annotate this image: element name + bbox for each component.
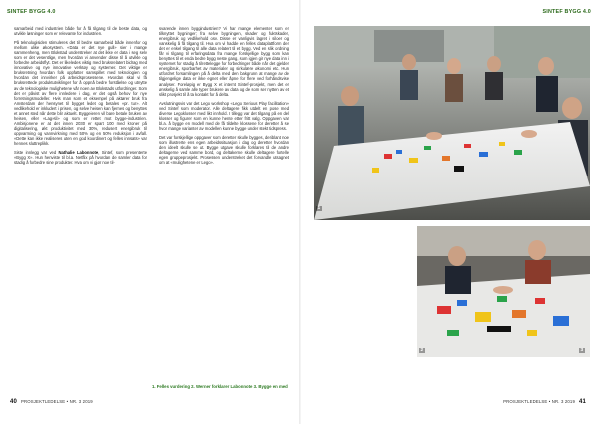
paragraph: svarende innen byggindustrien? Vi har mange elementer som er tilknyttet bygninger; fra selve bygningen, skader og fuktskader, energibruk og vedlikehold osv. Disse er vanligvis lagret i siloer og vanskelig å få tilgang til. Hva om vi hadde en felles dataplattform der det er enkel tilgang til alle data relatert til et bygg. Ved en slik ordning får vi tilgang til erfaringsdata fra mange forskjellige bygg som kan benyttes til et enda bedre bygg neste gang, som igjen gir nye data inn i systemet for stadig å tilrettelegge for forbedringer både når det gjelder energibruk, sporbarhet av materialer og sirkulære økonomi etc. Hun utfordret forsamlingen på å delta med den bakgrunn at mange av de tilgjengelige data er ikke egnet eller åpne for flere ved forhåndsvise analyser. Foreløpig er Bygg X et internt Sintef-prosjekt, men det er ønskelig å samle alle typer brukere av data og de som ser nytten av et slikt prosjekt til å ta kontakt for å delta. (159, 26, 289, 97)
photo-number-2: 2 (420, 348, 424, 353)
paragraph: samarbeid med industrien både for å få tilgang til de beste data, og utvikle løsninger som er relevante for industrien. (14, 26, 147, 37)
text-column-2 (159, 26, 289, 169)
workshop-photo-1 (314, 26, 590, 220)
photo-caption: 1. Felles vurdering 2. Werner forklarer Labonnote 3. Bygge en med (152, 384, 288, 389)
workshop-photo-2 (417, 226, 590, 357)
footer-publication: PROSJEKTLEDELSE • NR. 3 2019 (20, 399, 93, 404)
page-gutter (299, 0, 301, 424)
paragraph: På teknologisiden stimuleres det til bedre samarbeid både innenfor og mellom ulike økosystem. «Data er det nye gull» sier i mange sammenheng, men Blokstad understreker at det ikke er data i seg selv som er det vesentlige, men hvordan vi anvender disse til å utvikle og forbedre arbeidsflyt. Det er likeledes viktig med bruksrelatert bidrag med innovative og nye innovative verktøy og systemer. Det viktige er bruksretning hvordan folk oppfatter samspillet med teknologien og hvordan det innvirker på arbeidsprosessene. Hvordan skal vi få bruksrettede produktutviklinger for å oppnå bedre forståelse og utnytte av de teknologiske mulighetene vår noen av Blokstads utfordringer. Som det er påvist av flere innledere i dag, er det også behov for nye forretningsmodeller. Hvis man som et eksempel på aktører bruk fra Amsterdam der hensynet til bygget ledet og betales «pr. tur». Alt vedlikehold er inkludert i prisen, og selve heisen kan fjernes og benyttes et annet sted når dette blir aktuelt. Byggeieren vil bare betale bruken av heisen, eller «Lag»til» og som er rettet mot bygge-industrien. Ambisjonene er at det innen 2030 er spart 100 med kroner på digitalisering, økt produktivitet med 30%, redusert energibruk til oppvarming og vannvirkning med 50% og en 50% reduksjon i avfall. «Dette kan ikke realiseres uten en god koordinert og felles innsats» var hennes sluttreplikk. (14, 40, 147, 147)
footer-publication: PROSJEKTLEDELSE • NR. 3 2019 (503, 399, 576, 404)
speaker-name: Nathalie Labonnote (58, 150, 99, 156)
paragraph: Avslutningsvis var det Lego workshop «Lego Serious Play facilitation» ved Sintef som moderator. Alle deltagere fikk utdelt en pose med diverse Legoklosser med likt innhold. I tillegg var det tilgang på en del klosser og figurer som en kunne hente etter fritt valg. Oppgaven var bl.a. å bygge en modell med de få tildelte klossene for deretter å se hvor mange varianter av modellen kunne bygge under stekt tidspress. (159, 100, 289, 131)
text-column-1 (14, 26, 147, 169)
running-head-left: SINTEF BYGG 4.0 (7, 9, 56, 15)
text-run: Siste innlegg var ved (14, 150, 59, 156)
running-head-right: SINTEF BYGG 4.0 (542, 9, 591, 15)
footer-left (6, 399, 93, 405)
page-number: 41 (579, 399, 586, 405)
photo-number-3: 3 (580, 348, 584, 353)
footer-right (503, 399, 590, 405)
paragraph (14, 150, 147, 165)
page-number: 40 (10, 399, 17, 405)
paragraph: Det var forskjellige oppgaver som deretter skulle bygges, deriblant noe som illustrerte ens egen arbeidssituasjon i dag og deretter hvordan den ideelt skulle se ut. Bygge utgave skulle forklares til de andre deltagerne ved samme bord, og deltakerne skulle deltagere fortelle egen gruppeprosjekt. Prosessen understreket det forvandle utsagnet om at «mulighetene er Lego». (159, 134, 289, 166)
text-run: , Sintef, som presenterte «Bygg X». Hun henviste til bl.a. Netflix på hvordan de samler data for stadig å forbedre sine produkter. Hva om vi gjør noe til- (14, 150, 147, 166)
photo-number-1: 1 (317, 206, 321, 211)
